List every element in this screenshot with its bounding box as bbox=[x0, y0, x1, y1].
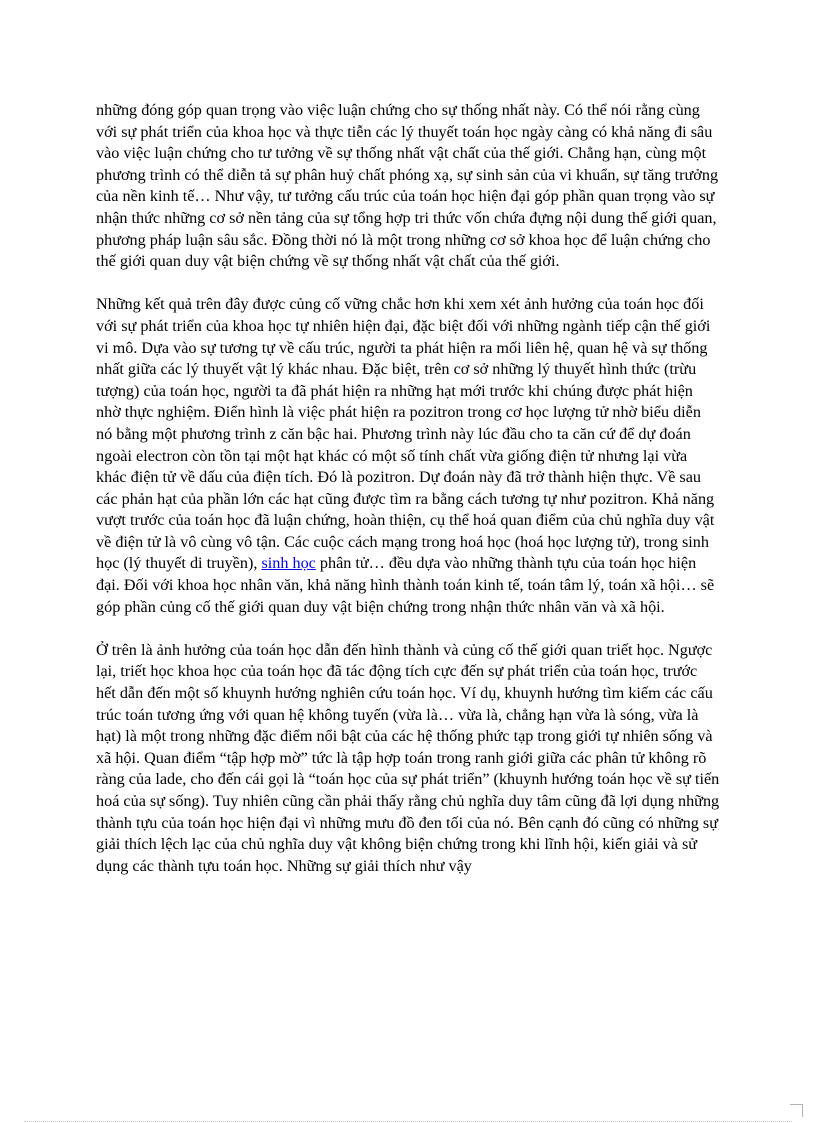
page-bottom-rule bbox=[24, 1121, 792, 1122]
paragraph-2-text-before-link: Những kết quả trên đây được củng cố vững chắc hơn khi xem xét ảnh hưởng của toán học đối với sự phát triển của khoa học tự nhiên hiện đại, đặc biệt đối với những ngành tiếp cận thế giới vi mô. Dựa vào sự tương tự về cấu trúc, người ta phát hiện ra mối liên hệ, quan hệ và sự thống nhất giữa các lý thuyết vật lý khác nhau. Đặc biệt, trên cơ sở những lý thuyết hình thức (trừu tượng) của toán học, người ta đã phát hiện ra những hạt mới trước khi chúng được phát hiện nhờ thực nghiệm. Điển hình là việc phát hiện ra pozitron trong cơ học lượng tử nhờ biểu diễn nó bằng một phương trình z căn bậc hai. Phương trình này lúc đầu cho ta căn cứ để dự đoán ngoài electron còn tồn tại một hạt khác có một số tính chất vừa giống điện tử nhưng lại vừa khác điện tử về dấu của điện tích. Đó là pozitron. Dự đoán này đã trở thành hiện thực. Về sau các phản hạt của phần lớn các hạt cũng được tìm ra bằng cách tương tự như pozitron. Khả năng vượt trước của toán học đã luận chứng, hoàn thiện, cụ thể hoá quan điểm của chủ nghĩa duy vật về điện tử là vô cùng vô tận. Các cuộc cách mạng trong hoá học (hoá học lượng tử), trong sinh học (lý thuyết di truyền), bbox=[96, 295, 715, 573]
document-page bbox=[96, 100, 720, 899]
paragraph-2-text-after-link: phân tử… đều dựa vào những thành tựu của toán học hiện đại. Đối với khoa học nhân văn, khả năng hình thành toán kinh tế, toán tâm lý, toán xã hội… sẽ góp phần củng cố thế giới quan duy vật biện chứng trong nhận thức nhân văn và xã hội. bbox=[96, 554, 715, 616]
sinh-hoc-link[interactable]: sinh học bbox=[261, 554, 316, 573]
paragraph-1: những đóng góp quan trọng vào việc luận chứng cho sự thống nhất này. Có thể nói rằng cùng với sự phát triển của khoa học và thực tiễn các lý thuyết toán học ngày càng có khả năng đi sâu vào việc luận chứng cho tư tưởng về sự thống nhất vật chất của thế giới. Chẳng hạn, cùng một phương trình có thể diễn tả sự phân huỷ chất phóng xạ, sự sinh sản của vi khuẩn, sự tăng trưởng của nền kinh tế… Như vậy, tư tưởng cấu trúc của toán học hiện đại góp phần quan trọng vào sự nhận thức những cơ sở nền tảng của sự tổng hợp tri thức vốn chứa đựng nội dung thế giới quan, phương pháp luận sâu sắc. Đồng thời nó là một trong những cơ sở khoa học để luận chứng cho thế giới quan duy vật biện chứng về sự thống nhất vật chất của thế giới. bbox=[96, 101, 719, 271]
paragraph-3: Ở trên là ảnh hưởng của toán học dẫn đến hình thành và củng cố thế giới quan triết học. Ngược lại, triết học khoa học của toán học đã tác động tích cực đến sự phát triển của toán học, trước hết dẫn đến một số khuynh hướng nghiên cứu toán học. Ví dụ, khuynh hướng tìm kiếm các cấu trúc toán tương ứng với quan hệ không tuyến (vừa là… vừa là, chẳng hạn vừa là sóng, vừa là hạt) là một trong những đặc điểm nổi bật của các hệ thống phức tạp trong giới tự nhiên sống và xã hội. Quan điểm “tập hợp mờ” tức là tập hợp toán trong ranh giới giữa các phân tử không rõ ràng của lade, cho đến cái gọi là “toán học của sự phát triển” (khuynh hướng toán học về sự tiến hoá của sự sống). Tuy nhiên cũng cần phải thấy rằng chủ nghĩa duy tâm cũng đã lợi dụng những thành tựu của toán học hiện đại vì những mưu đồ đen tối của nó. Bên cạnh đó cũng có những sự giải thích lệch lạc của chủ nghĩa duy vật không biện chứng trong khi lĩnh hội, kiến giải và sử dụng các thành tựu toán học. Những sự giải thích như vậy bbox=[96, 640, 720, 875]
page-corner-mark bbox=[790, 1104, 803, 1117]
paragraph-2 bbox=[96, 294, 720, 618]
